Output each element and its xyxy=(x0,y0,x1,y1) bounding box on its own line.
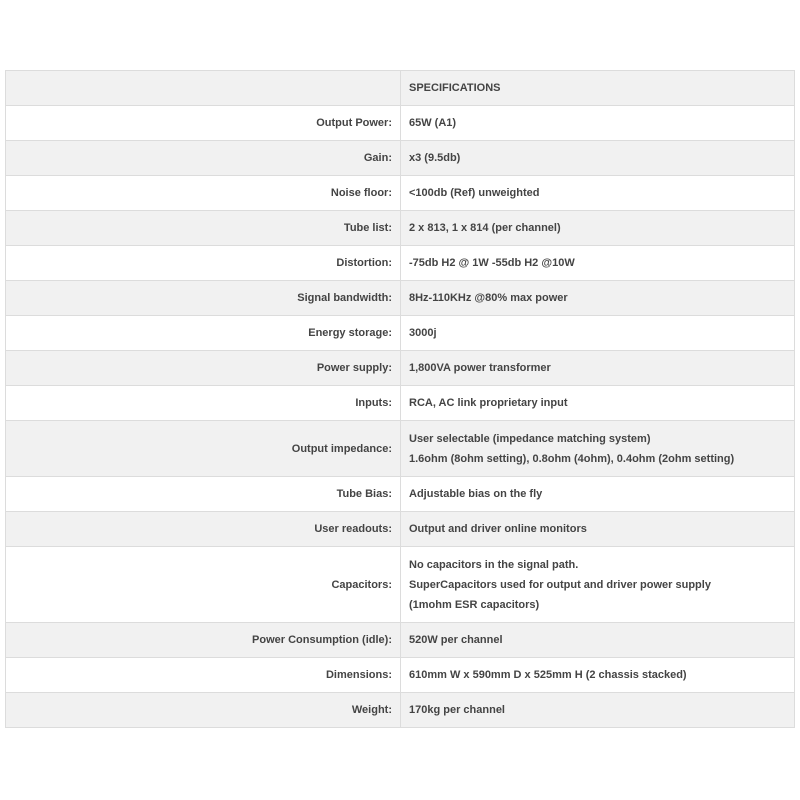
spec-label: Power Consumption (idle): xyxy=(6,623,401,658)
spec-label: Gain: xyxy=(6,141,401,176)
spec-value-line: SuperCapacitors used for output and driver power supply xyxy=(409,578,711,591)
spec-value-line: 170kg per channel xyxy=(409,704,505,716)
spec-label: Tube list: xyxy=(6,211,401,246)
spec-value xyxy=(401,211,795,246)
table-row xyxy=(6,512,795,547)
spec-value-line: (1mohm ESR capacitors) xyxy=(409,598,540,611)
spec-label: Energy storage: xyxy=(6,316,401,351)
table-row xyxy=(6,658,795,693)
spec-label: Noise floor: xyxy=(6,176,401,211)
spec-label: Dimensions: xyxy=(6,658,401,693)
table-row xyxy=(6,351,795,386)
spec-value-line: -75db H2 @ 1W -55db H2 @10W xyxy=(409,257,575,269)
table-row xyxy=(6,421,795,477)
spec-label: User readouts: xyxy=(6,512,401,547)
spec-value xyxy=(401,512,795,547)
spec-value xyxy=(401,141,795,176)
table-row xyxy=(6,547,795,623)
table-row xyxy=(6,106,795,141)
spec-value xyxy=(401,477,795,512)
spec-value-line: 610mm W x 590mm D x 525mm H (2 chassis stacked) xyxy=(409,669,687,681)
spec-value-line: 8Hz-110KHz @80% max power xyxy=(409,292,568,304)
spec-value-line: 3000j xyxy=(409,327,437,339)
spec-value xyxy=(401,281,795,316)
spec-value-line: RCA, AC link proprietary input xyxy=(409,397,568,409)
spec-value xyxy=(401,658,795,693)
spec-value xyxy=(401,316,795,351)
spec-label: Tube Bias: xyxy=(6,477,401,512)
spec-label: Output impedance: xyxy=(6,421,401,477)
spec-value xyxy=(401,176,795,211)
spec-value-line: 1.6ohm (8ohm setting), 0.8ohm (4ohm), 0.4ohm (2ohm setting) xyxy=(409,452,735,465)
spec-value xyxy=(401,106,795,141)
spec-value xyxy=(401,693,795,728)
spec-label: Signal bandwidth: xyxy=(6,281,401,316)
spec-value xyxy=(401,386,795,421)
table-row xyxy=(6,246,795,281)
table-row xyxy=(6,477,795,512)
spec-label: Distortion: xyxy=(6,246,401,281)
specifications-table xyxy=(5,70,795,728)
spec-value xyxy=(401,547,795,623)
spec-value-line: 2 x 813, 1 x 814 (per channel) xyxy=(409,222,561,234)
spec-value-line: No capacitors in the signal path. xyxy=(409,558,579,571)
header-key-cell xyxy=(6,71,401,106)
spec-value-line: 1,800VA power transformer xyxy=(409,362,551,374)
spec-value xyxy=(401,623,795,658)
spec-value xyxy=(401,246,795,281)
spec-value-line: 520W per channel xyxy=(409,634,503,646)
spec-value-line: Adjustable bias on the fly xyxy=(409,488,543,500)
table-header-row xyxy=(6,71,795,106)
spec-value-line: 65W (A1) xyxy=(409,117,457,129)
spec-value xyxy=(401,351,795,386)
spec-label: Power supply: xyxy=(6,351,401,386)
spec-label: Output Power: xyxy=(6,106,401,141)
spec-value-line: x3 (9.5db) xyxy=(409,152,461,164)
spec-value xyxy=(401,421,795,477)
spec-label: Inputs: xyxy=(6,386,401,421)
table-row xyxy=(6,211,795,246)
table-row xyxy=(6,623,795,658)
spec-table-container xyxy=(5,70,795,728)
table-row xyxy=(6,693,795,728)
spec-label: Weight: xyxy=(6,693,401,728)
table-row xyxy=(6,386,795,421)
table-row xyxy=(6,316,795,351)
table-row xyxy=(6,281,795,316)
spec-value-line: Output and driver online monitors xyxy=(409,523,587,535)
header-title: SPECIFICATIONS xyxy=(401,71,795,106)
spec-label: Capacitors: xyxy=(6,547,401,623)
spec-value-line: User selectable (impedance matching system) xyxy=(409,432,651,445)
table-row xyxy=(6,141,795,176)
spec-value-line: <100db (Ref) unweighted xyxy=(409,187,540,199)
table-row xyxy=(6,176,795,211)
